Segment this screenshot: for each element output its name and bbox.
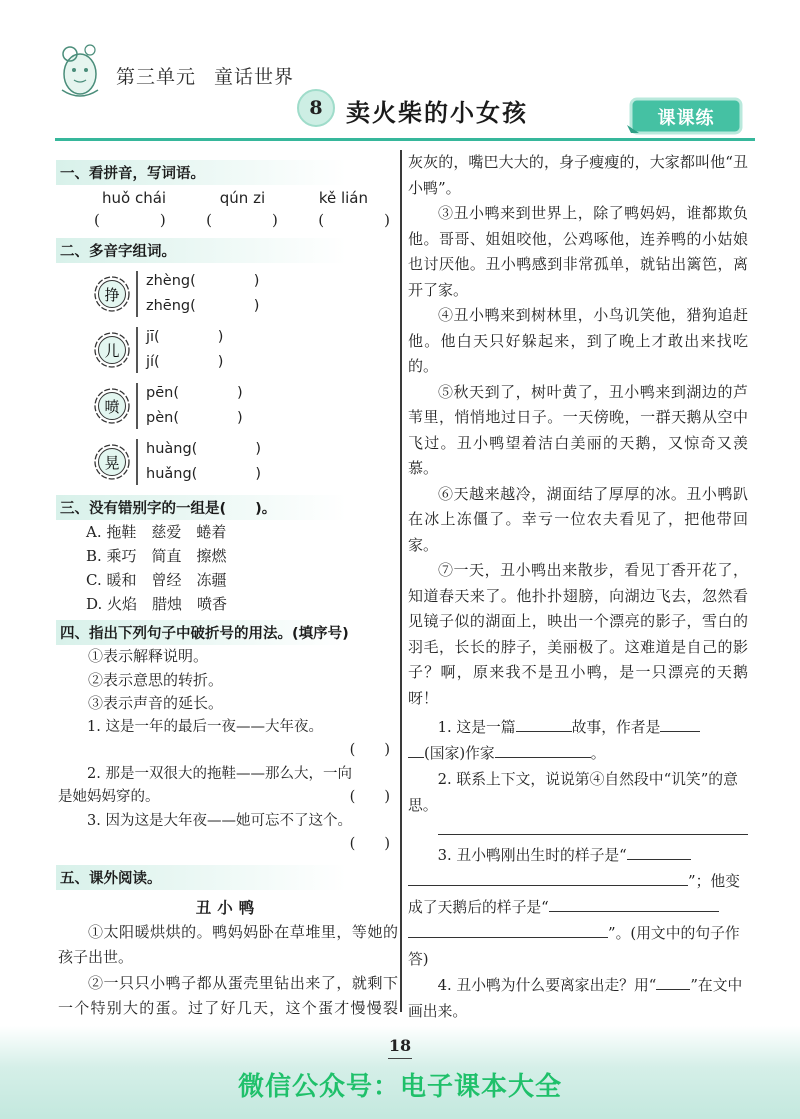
choice-b[interactable]: B. 乘巧 简直 擦燃 [86, 547, 227, 565]
unit-label: 第三单元 [116, 66, 197, 88]
header-divider [55, 138, 755, 141]
watermark-text: 微信公众号：电子课本大全 [237, 1072, 562, 1102]
answer-blank-3[interactable]: ( ) [318, 211, 390, 229]
question-3-part-a: 3. 丑小鸭刚出生时的样子是“ [437, 847, 627, 864]
story-paragraph-7: ⑦一天，丑小鸭出来散步，看见丁香开花了，知道春天来了。他扑扑翅膀，向湖边飞去，忽然看见镜子似的湖面上，映出一个漂亮的影子，雪白的羽毛，长长的脖子，美丽极了。这难道是自己的影子？啊，原来我不是丑小鸭，是一只漂亮的天鹅呀！ [408, 561, 748, 707]
polyphone-char-1: 挣 [104, 286, 120, 304]
story-title: 丑小鸭 [195, 897, 261, 917]
polyphone-char-4: 晃 [104, 454, 120, 472]
q1-blank-country-cont[interactable] [408, 743, 424, 758]
answer-paren-row [58, 207, 398, 230]
choice-a[interactable]: A. 拖鞋 慈爱 蜷着 [86, 523, 227, 541]
question-3-part-d: ”。(用文中的句子作答) [408, 925, 740, 968]
sentence-1-answer[interactable]: ( ) [349, 742, 390, 758]
section3-title: 三、没有错别字的一组是( )。 [56, 495, 398, 520]
reading-2a[interactable]: jī( ) [146, 329, 224, 345]
question-1-part-a: 1. 这是一篇 [437, 719, 516, 736]
q3-blank-2-cont[interactable] [408, 923, 608, 938]
brace-icon [136, 439, 140, 485]
lesson-number: 8 [297, 89, 335, 127]
polyphone-char-3: 喷 [104, 398, 120, 416]
pinyin-3: kě lián [318, 189, 368, 207]
question-1 [408, 715, 748, 767]
choice-d[interactable]: D. 火焰 腊烛 喷香 [86, 595, 228, 613]
answer-blank-1[interactable]: ( ) [94, 211, 166, 229]
unit-mascot-logo [52, 40, 108, 102]
answer-blank-2[interactable]: ( ) [206, 211, 278, 229]
usage-2: ②表示意思的转折。 [88, 670, 224, 689]
question-3-part-b: ”；他变 [688, 873, 740, 890]
q3-blank-1-cont[interactable] [408, 871, 688, 886]
section1-title: 一、看拼音，写词语。 [56, 160, 398, 185]
q1-blank-country[interactable] [660, 717, 700, 732]
right-column [408, 150, 748, 1025]
page-number: 18 [388, 1036, 412, 1055]
section5-title: 五、课外阅读。 [56, 865, 398, 890]
sentence-1: 1. 这是一年的最后一夜——大年夜。 [87, 718, 323, 735]
q3-blank-2[interactable] [549, 897, 719, 912]
polyphone-item-1 [92, 269, 398, 319]
reading-3b[interactable]: pèn( ) [146, 410, 243, 426]
flower-frame-icon [92, 442, 132, 482]
q2-answer-line[interactable] [438, 833, 748, 835]
reading-1b[interactable]: zhēng( ) [146, 298, 260, 314]
unit-heading [116, 62, 294, 89]
usage-3: ③表示声音的延长。 [88, 694, 224, 712]
polyphone-item-3 [92, 381, 398, 431]
question-2: 2. 联系上下文，说说第④自然段中“讥笑”的意思。 [408, 771, 738, 814]
q4-symbol-blank[interactable] [656, 975, 690, 990]
brace-icon [136, 327, 140, 373]
flower-frame-icon [92, 274, 132, 314]
page-number-underline [388, 1058, 412, 1059]
section2-title: 二、多音字组词。 [56, 238, 398, 263]
story-paragraph-3: ③丑小鸭来到世界上，除了鸭妈妈，谁都欺负他。哥哥、姐姐咬他，公鸡啄他，连养鸭的小姑娘也讨厌他。丑小鸭感到非常孤单，就钻出篱笆，离开了家。 [408, 204, 748, 299]
question-3 [408, 843, 748, 973]
sentence-2-answer[interactable]: ( ) [349, 789, 390, 805]
story-paragraph-4: ④丑小鸭来到树林里，小鸟讥笑他，猎狗追赶他。他白天只好躲起来，到了晚上才敢出来找吃的。 [408, 306, 748, 375]
q3-blank-1[interactable] [627, 845, 691, 860]
polyphone-item-4 [92, 437, 398, 487]
dash-usage-list [58, 645, 398, 716]
story-paragraph-5: ⑤秋天到了，树叶黄了，丑小鸭来到湖边的芦苇里，悄悄地过日子。一天傍晚，一群天鹅从空中飞过。丑小鸭望着洁白美丽的天鹅，又惊奇又羡慕。 [408, 382, 748, 477]
left-column [58, 150, 398, 1047]
pinyin-1: huǒ chái [102, 189, 167, 207]
reading-4b[interactable]: huǎng( ) [146, 466, 261, 482]
q1-blank-author[interactable] [495, 743, 591, 758]
column-divider [400, 150, 402, 1012]
pinyin-row [58, 185, 398, 207]
choice-list [58, 520, 398, 616]
section4-title: 四、指出下列句子中破折号的用法。(填序号) [56, 620, 398, 645]
question-1-part-d: 。 [590, 745, 606, 762]
brace-icon [136, 271, 140, 317]
polyphone-item-2 [92, 325, 398, 375]
story-paragraph-1: ①太阳暖烘烘的。鸭妈妈卧在草堆里，等她的孩子出世。 [58, 922, 398, 966]
badge-label: 课课练 [657, 108, 715, 129]
brace-icon [136, 383, 140, 429]
reading-4a[interactable]: huàng( ) [146, 441, 261, 457]
lesson-title: 卖火柴的小女孩 [346, 98, 528, 127]
question-4 [408, 973, 748, 1025]
unit-theme: 童话世界 [214, 66, 295, 88]
sentence-2-cont: 是她妈妈穿的。 [58, 789, 160, 805]
story-paragraph-2-cont: 灰灰的，嘴巴大大的，身子瘦瘦的，大家都叫他“丑小鸭”。 [408, 153, 748, 197]
pinyin-2: qún zi [219, 189, 266, 207]
story-paragraph-2: ②一只只小鸭子都从蛋壳里钻出来了，就剩下一个特别大的蛋。过了好几天，这个蛋才慢慢裂 [58, 973, 398, 1017]
question-1-part-c: (国家)作家 [424, 745, 495, 762]
sentence-3: 3. 因为这是大年夜——她可忘不了这个。 [87, 812, 352, 829]
question-4-part-a: 4. 丑小鸭为什么要离家出走？用“ [437, 977, 657, 994]
flower-frame-icon [92, 330, 132, 370]
reading-3a[interactable]: pēn( ) [146, 385, 243, 401]
polyphone-char-2: 儿 [104, 342, 120, 360]
q1-blank-genre[interactable] [516, 717, 572, 732]
question-4-part-b: ”在文中画出来。 [408, 977, 743, 1020]
question-1-part-b: 故事，作者是 [571, 719, 661, 736]
reading-1a[interactable]: zhèng( ) [146, 273, 260, 289]
story-paragraph-6: ⑥天越来越冷，湖面结了厚厚的冰。丑小鸭趴在冰上冻僵了。幸亏一位农夫看见了，把他带回家。 [408, 484, 748, 554]
choice-c[interactable]: C. 暖和 曾经 冻疆 [86, 571, 227, 589]
reading-2b[interactable]: jí( ) [146, 354, 224, 370]
sentence-2: 2. 那是一双很大的拖鞋——那么大，一向 [87, 765, 352, 782]
flower-frame-icon [92, 386, 132, 426]
sentence-3-answer[interactable]: ( ) [349, 836, 390, 852]
usage-1: ①表示解释说明。 [88, 647, 209, 665]
dash-sentences [58, 716, 398, 857]
question-3-part-c: 成了天鹅后的样子是“ [408, 899, 549, 916]
